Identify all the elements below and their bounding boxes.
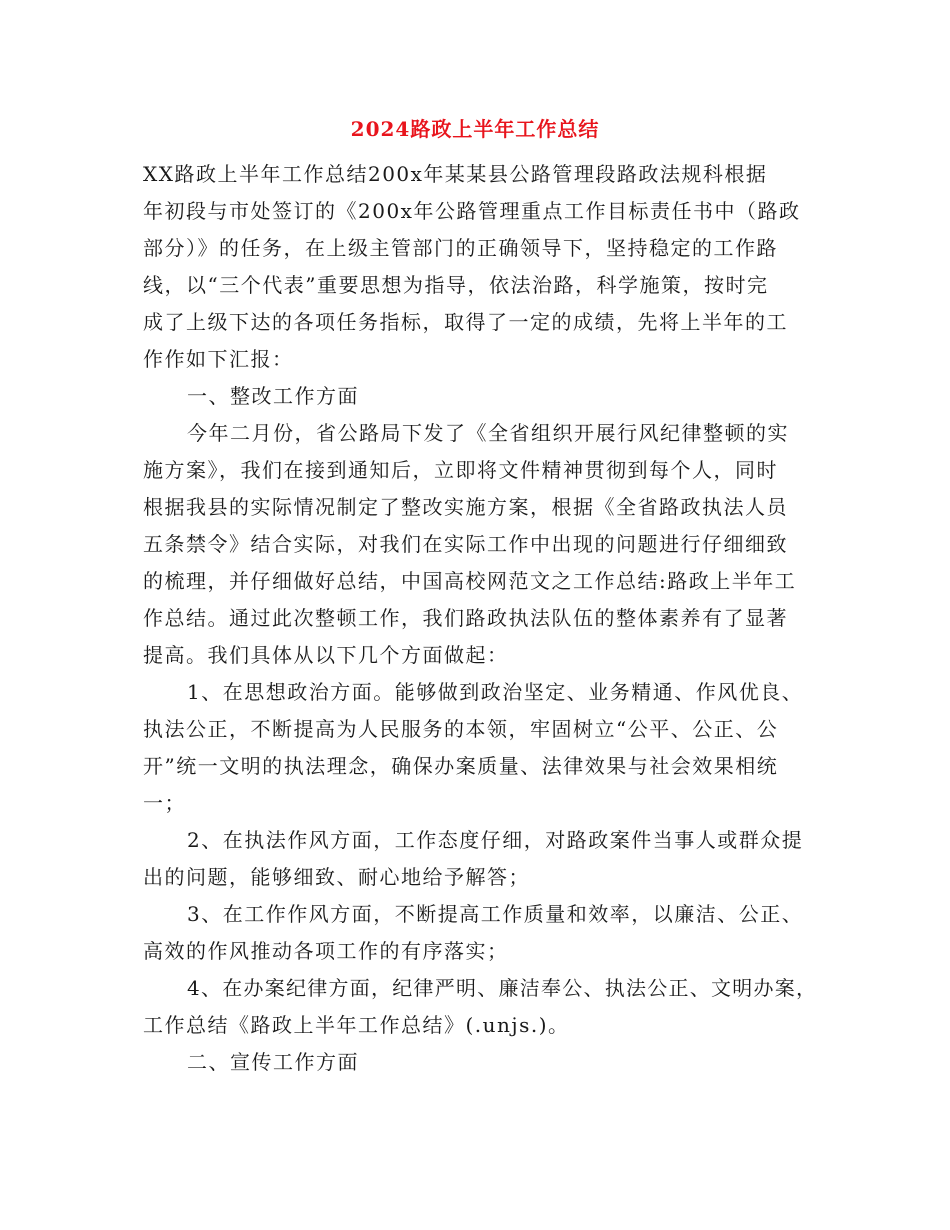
paragraph-line: 出的问题，能够细致、耐心地给予解答； [143, 865, 530, 889]
document-title: 2024路政上半年工作总结 [350, 117, 600, 141]
paragraph-line: 提高。我们具体从以下几个方面做起： [143, 643, 509, 667]
paragraph-line: 一； [143, 791, 186, 815]
section-heading: 一、整改工作方面 [187, 384, 359, 408]
list-item-line: 1、在思想政治方面。能够做到政治坚定、业务精通、作风优良、 [187, 680, 804, 704]
paragraph-line: 作作如下汇报： [143, 347, 294, 371]
paragraph-line: 的梳理，并仔细做好总结，中国高校网范文之工作总结:路政上半年工 [143, 569, 797, 593]
paragraph-line: 线，以“三个代表”重要思想为指导，依法治路，科学施策，按时完 [143, 273, 769, 297]
paragraph-line: XX路政上半年工作总结200x年某某县公路管理段路政法规科根据 [143, 162, 768, 186]
list-item-line: 4、在办案纪律方面，纪律严明、廉洁奉公、执法公正、文明办案， [187, 976, 818, 1000]
section-heading: 二、宣传工作方面 [187, 1050, 359, 1074]
paragraph-line: 高效的作风推动各项工作的有序落实； [143, 939, 509, 963]
paragraph-line: 成了上级下达的各项任务指标，取得了一定的成绩，先将上半年的工 [143, 310, 788, 334]
paragraph-line: 作总结。通过此次整顿工作，我们路政执法队伍的整体素养有了显著 [143, 606, 788, 630]
paragraph-line: 年初段与市处签订的《200x年公路管理重点工作目标责任书中（路政 [143, 199, 801, 223]
list-item-line: 3、在工作作风方面，不断提高工作质量和效率，以廉洁、公正、 [187, 902, 804, 926]
paragraph-line: 施方案》，我们在接到通知后，立即将文件精神贯彻到每个人，同时 [143, 458, 778, 482]
list-item-line: 2、在执法作风方面，工作态度仔细，对路政案件当事人或群众提 [187, 828, 804, 852]
paragraph-line: 根据我县的实际情况制定了整改实施方案，根据《全省路政执法人员 [143, 495, 788, 519]
paragraph-line: 工作总结《路政上半年工作总结》(.unjs.)。 [143, 1013, 570, 1037]
paragraph-line: 今年二月份，省公路局下发了《全省组织开展行风纪律整顿的实 [187, 421, 789, 445]
paragraph-line: 执法公正，不断提高为人民服务的本领，牢固树立“公平、公正、公 [143, 717, 779, 741]
paragraph-line: 部分）》的任务，在上级主管部门的正确领导下，坚持稳定的工作路 [143, 236, 778, 260]
paragraph-line: 五条禁令》结合实际，对我们在实际工作中出现的问题进行仔细细致 [143, 532, 788, 556]
paragraph-line: 开”统一文明的执法理念，确保办案质量、法律效果与社会效果相统 [143, 754, 779, 778]
